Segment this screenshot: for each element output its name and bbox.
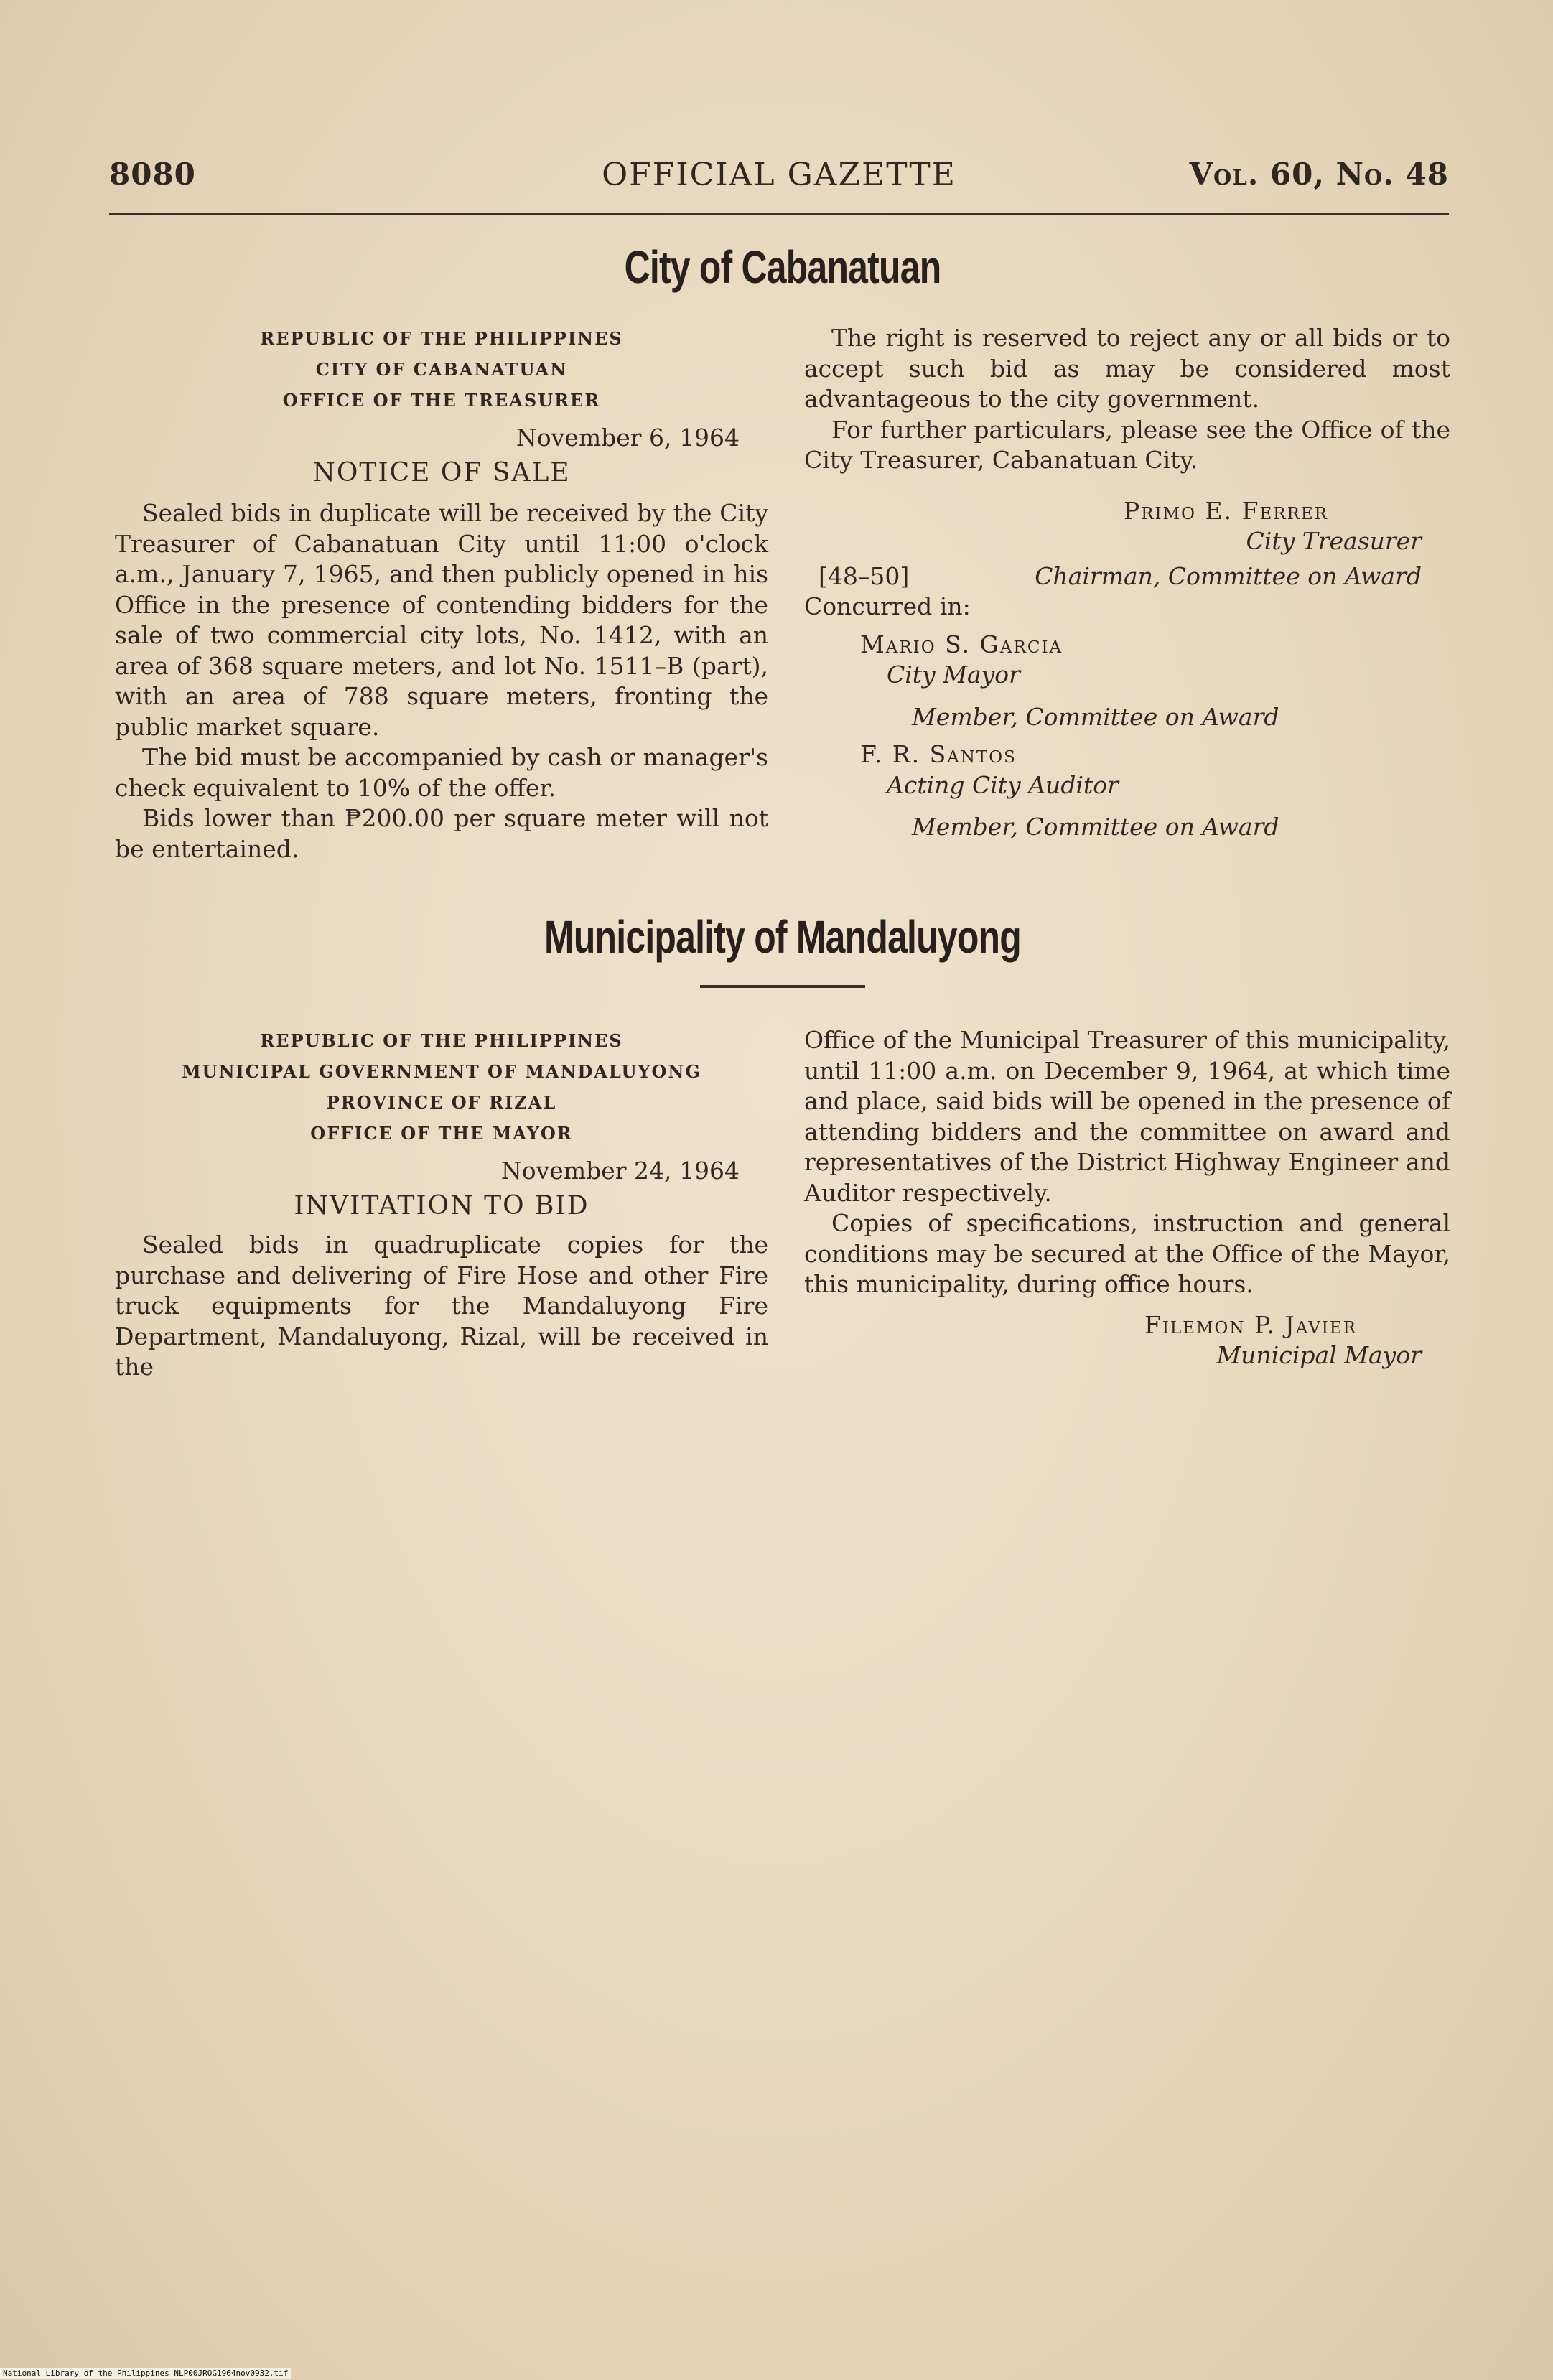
government-line: MUNICIPAL GOVERNMENT OF MANDALUYONG (182, 1061, 701, 1082)
signer-title: City Treasurer (1246, 527, 1422, 555)
office-line: OFFICE OF THE TREASURER (282, 390, 601, 411)
mandaluyong-left-column (115, 1025, 768, 1383)
section-divider (700, 985, 865, 988)
header-rule (109, 213, 1449, 215)
signer-title: Acting City Auditor (887, 770, 1119, 799)
signer-name: Primo E. Ferrer (1124, 496, 1328, 525)
signer-name: F. R. Santos (860, 740, 1017, 768)
notice-title: INVITATION TO BID (294, 1190, 589, 1221)
signer-name: Filemon P. Javier (1144, 1310, 1357, 1339)
volume-number: Vol. 60, No. 48 (1189, 157, 1449, 192)
cabanatuan-right-column (804, 323, 1450, 843)
issue-reference: [48–50] (819, 561, 910, 590)
cabanatuan-left-column (115, 323, 768, 864)
body-paragraph: Copies of specifications, instruction and general conditions may be secured at the Office of the Mayor, this municipality, during office hours. (804, 1209, 1450, 1298)
notice-date: November 6, 1964 (516, 424, 740, 452)
city-line: CITY OF CABANATUAN (315, 359, 568, 380)
province-line: PROVINCE OF RIZAL (326, 1092, 557, 1113)
signer-name: Mario S. Garcia (860, 630, 1063, 658)
office-line: OFFICE OF THE MAYOR (310, 1123, 573, 1144)
body-paragraph: The bid must be accompanied by cash or manager's check equivalent to 10% of the offer. (115, 743, 768, 802)
notice-date: November 24, 1964 (500, 1157, 740, 1185)
republic-line: REPUBLIC OF THE PHILIPPINES (260, 328, 623, 349)
section-title-cabanatuan: City of Cabanatuan (624, 241, 941, 293)
signer-title: City Mayor (887, 661, 1020, 689)
mandaluyong-right-column (804, 1025, 1450, 1371)
body-paragraph: The right is reserved to reject any or all bids or to accept such bid as may be considered most advantageous to the city government. (804, 324, 1450, 413)
publication-title: OFFICIAL GAZETTE (602, 157, 956, 193)
award-line (804, 561, 1450, 592)
body-paragraph: For further particulars, please see the Office of the City Treasurer, Cabanatuan City. (804, 415, 1450, 474)
body-paragraph: Sealed bids in duplicate will be received by the City Treasurer of Cabanatuan City until 11:00 o'clock a.m., January 7, 1965, and then publicly opened in his Office in the presence of contending bidders for the sale of two commercial city lots, No. 1412, with an area of 368 square meters, and lot No. 1511–B (part), with an area of 788 square meters, fronting the public market square. (115, 499, 768, 741)
body-paragraph: Sealed bids in quadruplicate copies for the purchase and delivering of Fire Hose and other Fire truck equipments for the Mandaluyong Fire Department, Mandaluyong, Rizal, will be received in the (115, 1231, 768, 1381)
scan-identifier: National Library of the Philippines NLP00JROG1964nov0932.tif (0, 2368, 291, 2379)
signer-title: Municipal Mayor (1216, 1341, 1422, 1369)
signer-role: Member, Committee on Award (912, 702, 1279, 731)
body-paragraph: Bids lower than ₱200.00 per square meter will not be entertained. (115, 804, 768, 863)
republic-line: REPUBLIC OF THE PHILIPPINES (260, 1030, 623, 1051)
signer-role: Chairman, Committee on Award (1035, 561, 1422, 590)
body-paragraph: Office of the Municipal Treasurer of this municipality, until 11:00 a.m. on December 9, 1964, at which time and place, said bids will be opened in the presence of attending bidders and the committee on award and representatives of the District Highway Engineer and Auditor respectively. (804, 1026, 1450, 1207)
concurred-label: Concurred in: (804, 592, 971, 620)
page-number: 8080 (109, 157, 196, 192)
section-title-mandaluyong: Municipality of Mandaluyong (544, 911, 1021, 963)
page-header (109, 157, 1449, 207)
notice-title: NOTICE OF SALE (312, 457, 571, 487)
signer-role: Member, Committee on Award (912, 813, 1279, 841)
